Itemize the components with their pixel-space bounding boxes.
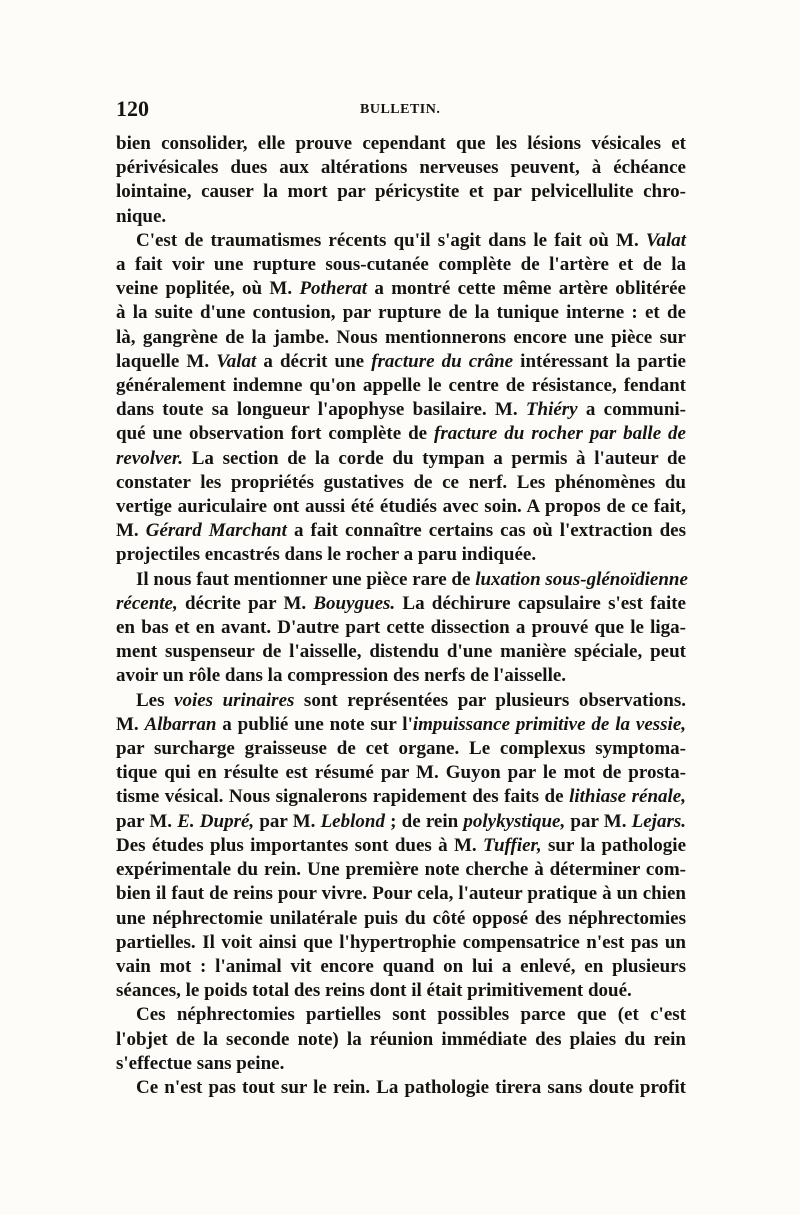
text-line (116, 1052, 686, 1076)
text-segment: sur la pathologie (541, 834, 686, 856)
text-line (116, 568, 686, 592)
text-segment: par M. (565, 810, 632, 832)
text-line (116, 398, 686, 422)
text-segment: là, gangrène de la jambe. Nous mentionnerons encore une pièce sur (116, 326, 686, 348)
text-segment: une néphrectomie unilatérale puis du côté opposé des néphrectomies (116, 907, 686, 929)
text-segment: a fait voir une rupture sous-cutanée complète de l'artère et de la (116, 254, 686, 276)
text-segment: tisme vésical. Nous signalerons rapidement des faits de (116, 786, 570, 808)
text-line (116, 374, 686, 398)
italic-text: fracture du crâne (371, 350, 514, 372)
running-title: BULLETIN. (360, 102, 441, 117)
text-line (116, 180, 686, 204)
text-line (116, 447, 686, 471)
text-line (116, 132, 686, 156)
text-segment: vertige auriculaire ont aussi été étudiés avec soin. A propos de ce fait, (116, 496, 686, 518)
text-line (116, 834, 686, 858)
text-segment: périvésicales dues aux altérations nerveuses peuvent, à échéance (116, 157, 686, 179)
italic-text: Bouygues. (313, 592, 396, 614)
text-segment: expérimentale du rein. Une première note cherche à déterminer com- (116, 859, 686, 881)
text-segment: décrite par M. (177, 592, 314, 614)
text-segment: Ces néphrectomies partielles sont possibles parce que (et c'est (136, 1004, 686, 1026)
italic-text: Thiéry (525, 399, 578, 421)
italic-text: Valat (645, 229, 686, 251)
text-line (116, 519, 686, 543)
text-segment: s'effectue sans peine. (116, 1052, 285, 1074)
text-segment: Des études plus importantes sont dues à M. (116, 834, 484, 856)
italic-text: récente, (116, 592, 178, 614)
body-text (116, 132, 686, 1100)
text-line (116, 931, 686, 955)
text-segment: à la suite d'une contusion, par rupture de la tunique interne : et de (116, 302, 686, 324)
text-segment: lointaine, causer la mort par péricystite et par pelvicellulite chro- (116, 181, 686, 203)
text-line (116, 592, 686, 616)
text-line (116, 471, 686, 495)
text-segment: tique qui en résulte est résumé par M. Guyon par le mot de prosta- (116, 762, 686, 784)
text-segment: M. (116, 520, 146, 542)
italic-text: revolver. (116, 447, 184, 469)
text-segment: l'objet de la seconde note) la réunion immédiate des plaies du rein (116, 1028, 686, 1050)
text-line (116, 785, 686, 809)
text-segment: laquelle M. (116, 350, 217, 372)
text-segment: a fait connaître certains cas où l'extraction des (286, 520, 687, 542)
italic-text: Leblond (320, 810, 385, 832)
text-line (116, 422, 686, 446)
text-line (116, 205, 686, 229)
text-line (116, 664, 686, 688)
text-segment: a décrit une (256, 350, 372, 372)
text-line (116, 1028, 686, 1052)
text-line (116, 156, 686, 180)
text-line (116, 882, 686, 906)
text-segment: ment suspenseur de l'aisselle, distendu d'une manière spéciale, peut (116, 641, 686, 663)
text-segment: partielles. Il voit ainsi que l'hypertrophie compensatrice n'est pas un (116, 931, 686, 953)
text-segment: ; de rein (384, 810, 464, 832)
text-segment: C'est de traumatismes récents qu'il s'agit dans le fait où M. (136, 229, 646, 251)
text-line (116, 616, 686, 640)
text-line (116, 761, 686, 785)
text-line (116, 543, 686, 567)
italic-text: fracture du rocher par balle de (434, 423, 686, 445)
italic-text: voies urinaires (174, 689, 295, 711)
text-segment: par surcharge graisseuse de cet organe. Le complexus symptoma- (116, 738, 686, 760)
text-segment: Il nous faut mentionner une pièce rare de (136, 568, 476, 590)
page-number: 120 (116, 96, 149, 121)
text-line (116, 229, 686, 253)
italic-text: E. Dupré, (177, 810, 255, 832)
text-segment: par M. (254, 810, 321, 832)
text-line (116, 640, 686, 664)
text-line (116, 689, 686, 713)
italic-text: Gérard Marchant (145, 520, 287, 542)
text-line (116, 326, 686, 350)
italic-text: impuissance primitive de la vessie, (412, 713, 687, 735)
italic-text: Lejars. (631, 810, 686, 832)
italic-text: Potherat (299, 278, 368, 300)
text-line (116, 495, 686, 519)
text-segment: sont représentées par plusieurs observations. (294, 689, 686, 711)
text-line (116, 253, 686, 277)
text-segment: en bas et en avant. D'autre part cette dissection a prouvé que le liga- (116, 617, 686, 639)
text-line (116, 1076, 686, 1100)
text-segment: intéressant la partie (513, 350, 686, 372)
text-segment: M. (116, 713, 145, 735)
text-line (116, 277, 686, 301)
italic-text: lithiase rénale, (569, 786, 686, 808)
italic-text: Valat (216, 350, 257, 372)
text-segment: généralement indemne qu'on appelle le centre de résistance, fendant (116, 375, 686, 397)
page-header (116, 96, 686, 126)
text-segment: La déchirure capsulaire s'est faite (395, 592, 686, 614)
text-line (116, 907, 686, 931)
text-line (116, 955, 686, 979)
text-segment: veine poplitée, où M. (116, 278, 300, 300)
text-segment: Ce n'est pas tout sur le rein. La pathologie tirera sans doute profit (136, 1076, 686, 1098)
text-segment: avoir un rôle dans la compression des nerfs de l'aisselle. (116, 665, 567, 687)
text-segment: constater les propriétés gustatives de ce nerf. Les phénomènes du (116, 471, 686, 493)
text-segment: par M. (116, 810, 178, 832)
text-line (116, 713, 686, 737)
text-segment: a montré cette même artère oblitérée (367, 278, 686, 300)
text-segment: La section de la corde du tympan a permis à l'auteur de (183, 447, 686, 469)
italic-text: luxation sous-glénoïdienne (475, 568, 688, 590)
text-segment: a publié une note sur l' (216, 713, 413, 735)
text-line (116, 1003, 686, 1027)
text-line (116, 979, 686, 1003)
italic-text: polykystique, (463, 810, 566, 832)
text-segment: vain mot : l'animal vit encore quand on lui a enlevé, en plusieurs (116, 955, 686, 977)
text-line (116, 737, 686, 761)
text-segment: qué une observation fort complète de (116, 423, 434, 445)
text-segment: dans toute sa longueur l'apophyse basilaire. M. (116, 399, 526, 421)
text-segment: séances, le poids total des reins dont il était primitivement doué. (116, 980, 632, 1002)
italic-text: Albarran (144, 713, 217, 735)
text-segment: projectiles encastrés dans le rocher a paru indiquée. (116, 544, 537, 566)
text-line (116, 858, 686, 882)
text-segment: nique. (116, 205, 167, 227)
text-line (116, 810, 686, 834)
text-segment: bien consolider, elle prouve cependant que les lésions vésicales et (116, 133, 686, 154)
text-line (116, 301, 686, 325)
text-segment: a communi- (577, 399, 686, 421)
text-segment: bien il faut de reins pour vivre. Pour cela, l'auteur pratique à un chien (116, 883, 686, 905)
text-segment: Les (136, 689, 175, 711)
italic-text: Tuffier, (483, 834, 542, 856)
text-line (116, 350, 686, 374)
